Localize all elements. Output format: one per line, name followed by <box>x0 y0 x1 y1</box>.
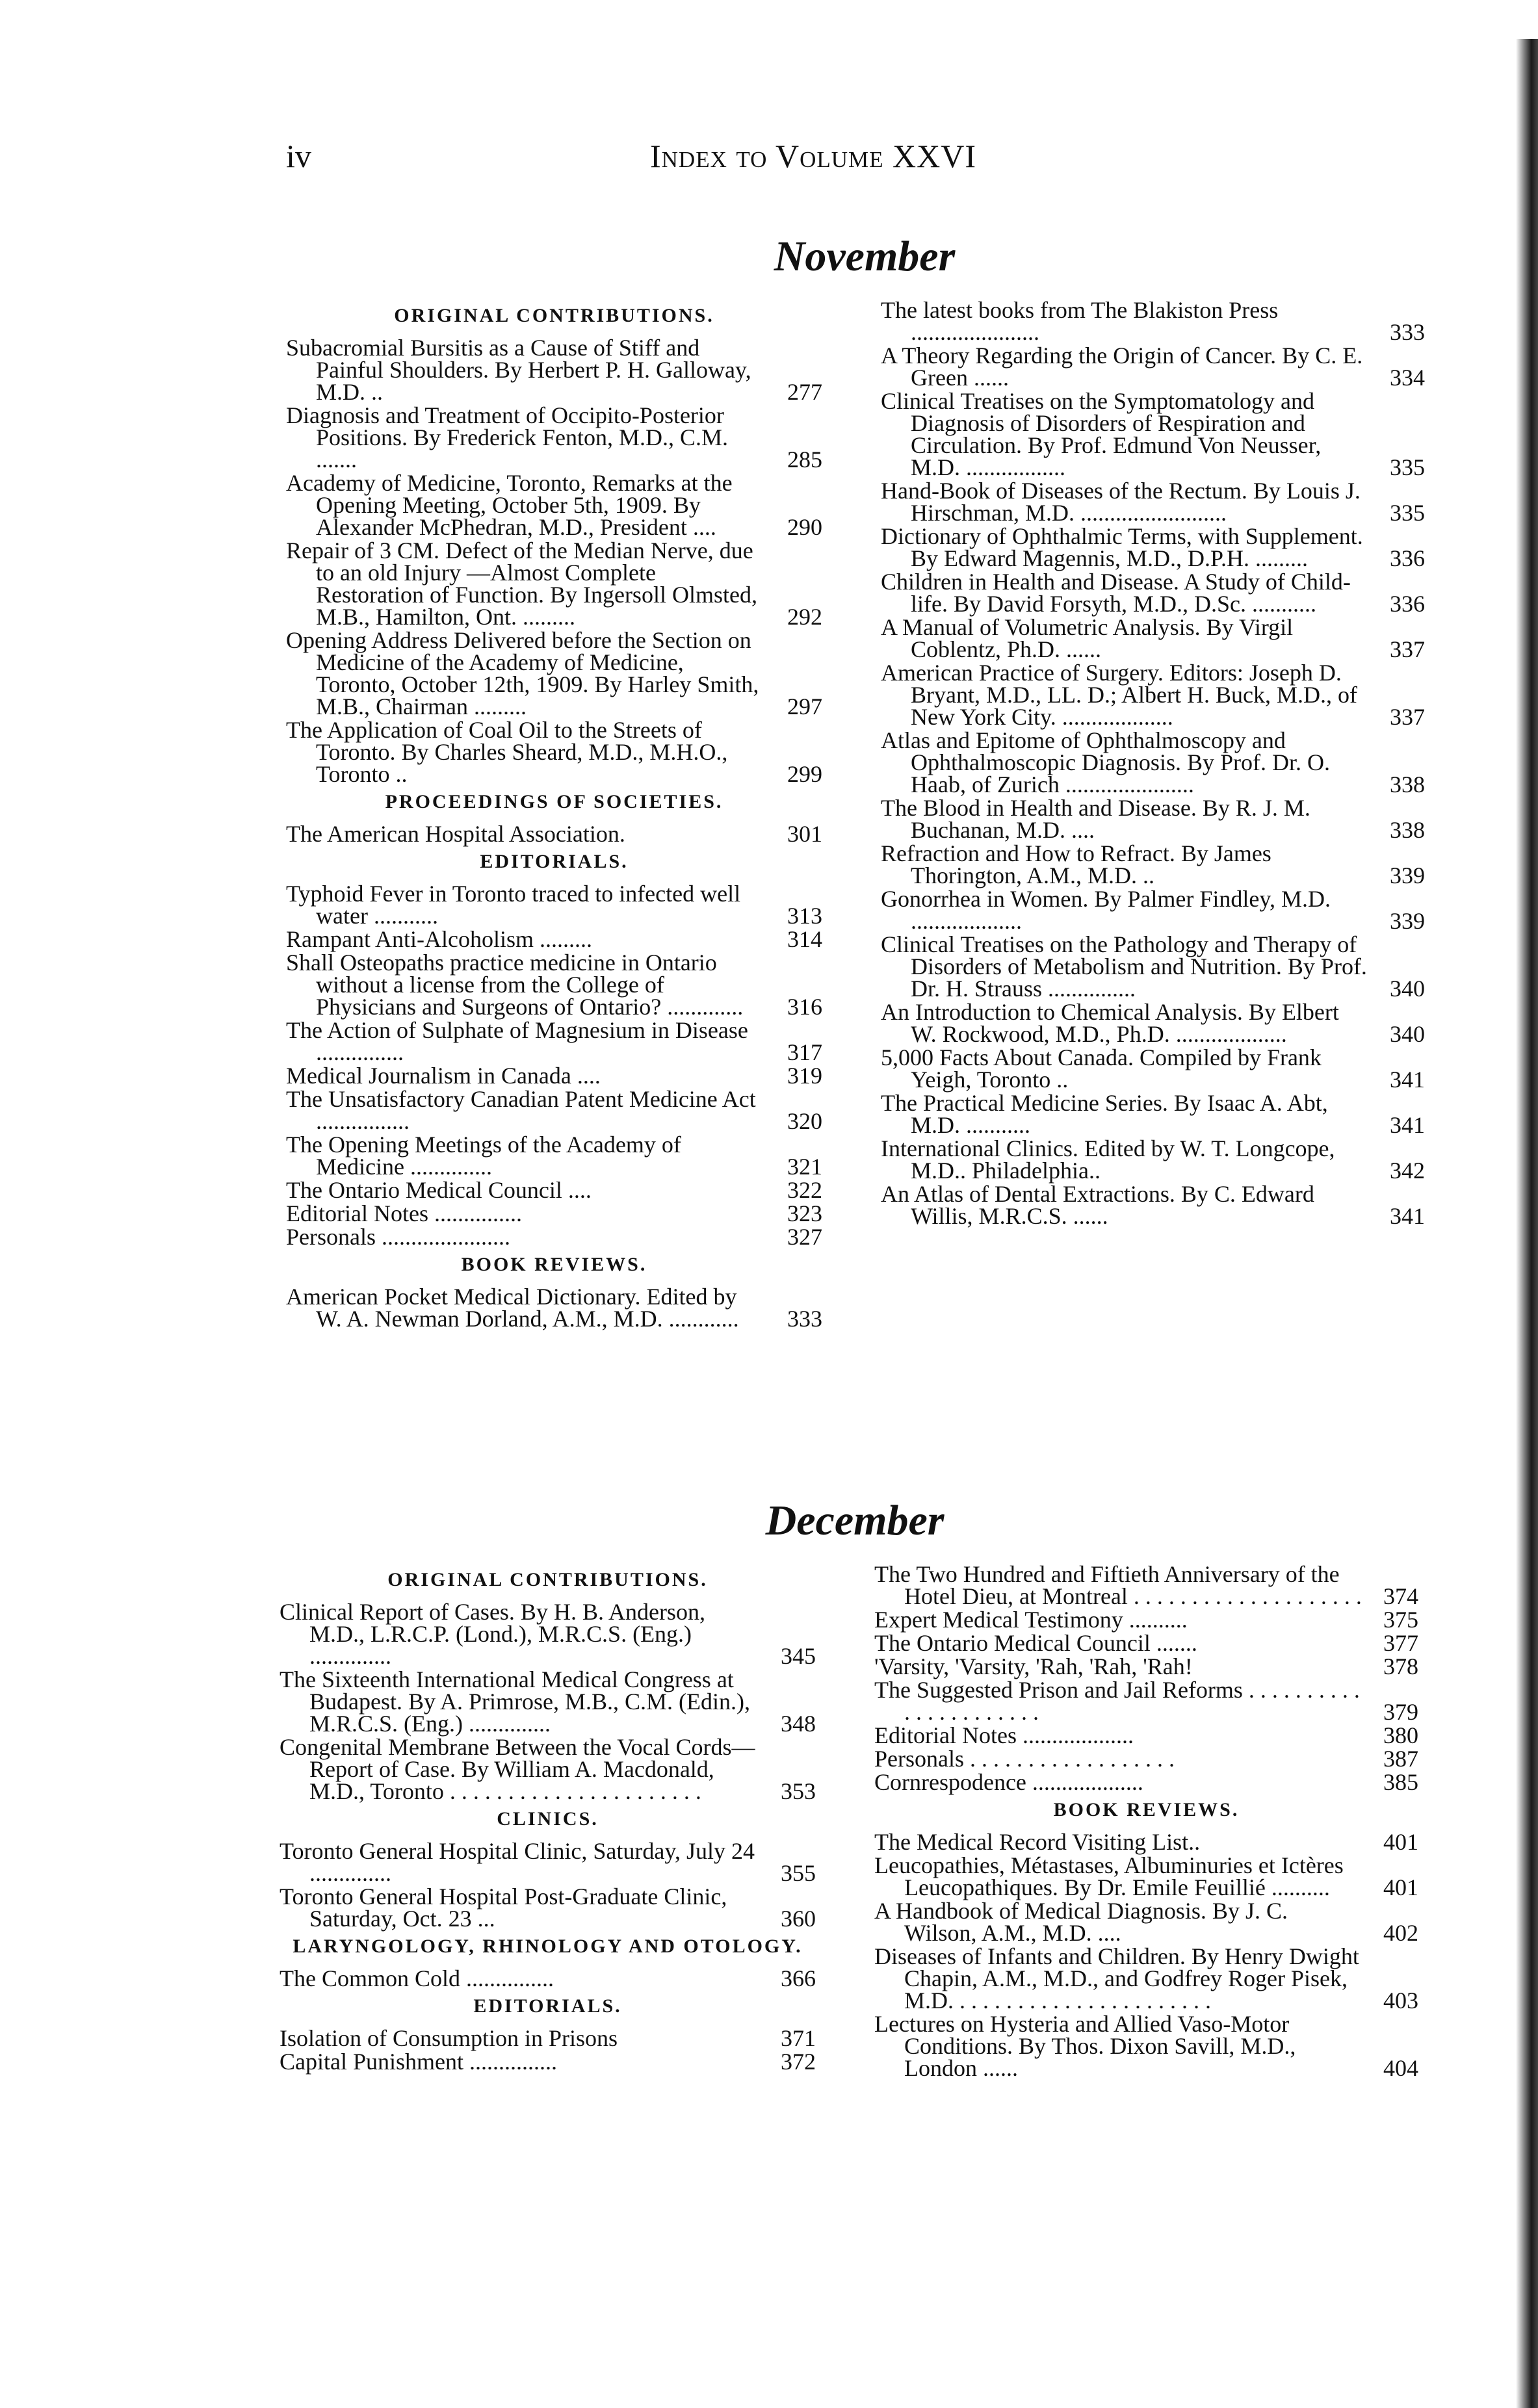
entry-page-number: 339 <box>1390 862 1425 888</box>
index-entry <box>881 1092 1425 1136</box>
entry-page-number: 379 <box>1383 1699 1418 1725</box>
december-heading: December <box>765 1497 945 1544</box>
index-entry <box>286 404 822 471</box>
index-entry <box>286 719 822 785</box>
index-entry <box>881 480 1425 524</box>
entry-title: Children in Health and Disease. A Study of Child-life. By David Forsyth, M.D., D.Sc. ........... <box>881 569 1351 617</box>
entry-title: Dictionary of Ophthalmic Terms, with Supplement. By Edward Magennis, M.D., D.P.H. ......... <box>881 523 1363 571</box>
entry-title: Capital Punishment ............... <box>280 2049 557 2075</box>
page-title: Index to Volume XXVI <box>650 138 976 174</box>
entry-page-number: 339 <box>1390 908 1425 934</box>
index-entry <box>874 2013 1418 2079</box>
entry-page-number: 377 <box>1383 1630 1418 1656</box>
index-entry <box>280 2027 816 2049</box>
index-entry <box>286 337 822 403</box>
section-heading: CLINICS. <box>497 1808 599 1830</box>
section-heading: LARYNGOLOGY, RHINOLOGY AND OTOLOGY. <box>293 1935 803 1957</box>
entry-title: Clinical Treatises on the Pathology and Therapy of Disorders of Metabolism and Nutrition. By Prof. Dr. H. Strauss ............... <box>881 931 1367 1002</box>
entry-title: The Action of Sulphate of Magnesium in Disease ............... <box>286 1017 748 1065</box>
entry-title: A Handbook of Medical Diagnosis. By J. C. Wilson, A.M., M.D. .... <box>874 1898 1288 1946</box>
entry-title: The Sixteenth International Medical Congress at Budapest. By A. Primrose, M.B., C.M. (Edin.), M.R.C.S. (Eng.) .............. <box>280 1666 751 1737</box>
section-heading: ORIGINAL CONTRIBUTIONS. <box>394 305 714 326</box>
index-entry <box>881 390 1425 478</box>
entry-title: Gonorrhea in Women. By Palmer Findley, M.D. ................... <box>881 886 1331 934</box>
index-entry <box>881 797 1425 841</box>
entry-page-number: 333 <box>787 1306 822 1332</box>
entry-page-number: 337 <box>1390 704 1425 730</box>
entry-title: Toronto General Hospital Post-Graduate Clinic, Saturday, Oct. 23 ... <box>280 1884 727 1932</box>
section-heading: BOOK REVIEWS. <box>1053 1799 1240 1820</box>
entry-title: International Clinics. Edited by W. T. Longcope, M.D.. Philadelphia.. <box>881 1135 1335 1184</box>
index-entry <box>286 539 822 628</box>
index-entry <box>280 2051 816 2073</box>
entry-title: Clinical Treatises on the Symptomatology and Diagnosis of Disorders of Respiration and Circulation. By Prof. Edmund Von Neusser, M.D. ................. <box>881 388 1322 480</box>
entry-title: Subacromial Bursitis as a Cause of Stiff and Painful Shoulders. By Herbert P. H. Galloway, M.D. .. <box>286 335 751 405</box>
entry-page-number: 341 <box>1390 1112 1425 1138</box>
entry-page-number: 340 <box>1390 1021 1425 1047</box>
entry-title: The latest books from The Blakiston Press ...................... <box>881 297 1279 345</box>
index-entry <box>874 1632 1418 1654</box>
section-heading: EDITORIALS. <box>473 1995 622 2017</box>
entry-title: The Blood in Health and Disease. By R. J. M. Buchanan, M.D. .... <box>881 795 1310 843</box>
entry-page-number: 337 <box>1390 636 1425 662</box>
entry-title: The Practical Medicine Series. By Isaac A. Abt, M.D. ........... <box>881 1090 1328 1138</box>
entry-page-number: 371 <box>781 2025 816 2051</box>
index-entry <box>881 888 1425 932</box>
index-entry <box>286 1202 822 1224</box>
entry-title: Isolation of Consumption in Prisons <box>280 2025 618 2051</box>
index-entry <box>874 1748 1418 1770</box>
index-entry <box>874 1771 1418 1793</box>
index-entry <box>874 1724 1418 1746</box>
entry-page-number: 366 <box>781 1965 816 1991</box>
index-entry <box>286 1133 822 1178</box>
index-entry <box>286 1286 822 1330</box>
entry-title: Diseases of Infants and Children. By Henry Dwight Chapin, A.M., M.D., and Godfrey Roger Pisek, M.D. . . . . . . . . . . . . . . . . . . . . . . <box>874 1943 1359 2013</box>
entry-title: Clinical Report of Cases. By H. B. Anderson, M.D., L.R.C.P. (Lond.), M.R.C.S. (Eng.) .............. <box>280 1599 705 1669</box>
entry-page-number: 338 <box>1390 817 1425 843</box>
index-entry <box>881 662 1425 728</box>
index-entry <box>280 1601 816 1667</box>
section-heading: EDITORIALS. <box>480 851 629 872</box>
index-entry <box>881 344 1425 389</box>
index-entry <box>286 823 822 845</box>
entry-page-number: 327 <box>787 1224 822 1250</box>
entry-title: Atlas and Epitome of Ophthalmoscopy and Ophthalmoscopic Diagnosis. By Prof. Dr. O. Haab, of Zurich ...................... <box>881 727 1330 797</box>
entry-title: Editorial Notes ............... <box>286 1200 522 1226</box>
entry-title: A Theory Regarding the Origin of Cancer. By C. E. Green ...... <box>881 343 1363 391</box>
entry-page-number: 380 <box>1383 1722 1418 1748</box>
entry-title: The Medical Record Visiting List.. <box>874 1829 1201 1855</box>
index-entry <box>280 1840 816 1884</box>
index-entry <box>286 928 822 950</box>
entry-page-number: 374 <box>1383 1583 1418 1609</box>
index-entry <box>286 1065 822 1087</box>
index-entry <box>881 571 1425 615</box>
entry-title: Rampant Anti-Alcoholism ......... <box>286 926 592 952</box>
section-heading: PROCEEDINGS OF SOCIETIES. <box>385 791 723 812</box>
entry-title: 5,000 Facts About Canada. Compiled by Frank Yeigh, Toronto .. <box>881 1044 1322 1093</box>
index-entry <box>280 1967 816 1989</box>
entry-title: Expert Medical Testimony .......... <box>874 1607 1188 1633</box>
index-entry <box>874 1831 1418 1853</box>
entry-title: American Pocket Medical Dictionary. Edited by W. A. Newman Dorland, A.M., M.D. ............ <box>286 1284 739 1332</box>
entry-title: The Ontario Medical Council .... <box>286 1177 592 1203</box>
entry-page-number: 336 <box>1390 591 1425 617</box>
entry-title: Personals . . . . . . . . . . . . . . . . . . <box>874 1746 1175 1772</box>
index-entry <box>874 1945 1418 2012</box>
index-entry <box>881 842 1425 887</box>
index-entry <box>881 1137 1425 1182</box>
entry-page-number: 299 <box>787 761 822 787</box>
index-entry <box>280 1668 816 1735</box>
entry-page-number: 319 <box>787 1063 822 1089</box>
index-entry <box>280 1885 816 1930</box>
entry-page-number: 323 <box>787 1200 822 1226</box>
index-entry <box>286 1226 822 1248</box>
index-entry <box>874 1609 1418 1631</box>
entry-title: The Suggested Prison and Jail Reforms . . . . . . . . . . . . . . . . . . . . . . <box>874 1677 1360 1725</box>
entry-page-number: 385 <box>1383 1769 1418 1795</box>
november-left-column <box>286 299 822 1331</box>
entry-page-number: 314 <box>787 926 822 952</box>
entry-title: The Common Cold ............... <box>280 1965 554 1991</box>
entry-title: Congenital Membrane Between the Vocal Cords—Report of Case. By William A. Macdonald, M.D., Toronto . . . . . . . . . . . . . . . . . . . . . . <box>280 1734 755 1804</box>
entry-page-number: 402 <box>1383 1920 1418 1946</box>
entry-title: The Application of Coal Oil to the Streets of Toronto. By Charles Sheard, M.D., M.H.O., Toronto .. <box>286 717 728 787</box>
entry-page-number: 338 <box>1390 771 1425 797</box>
entry-page-number: 353 <box>781 1778 816 1804</box>
index-entry <box>874 1679 1418 1723</box>
index-entry <box>286 1019 822 1063</box>
index-entry <box>874 1563 1418 1607</box>
entry-title: An Atlas of Dental Extractions. By C. Edward Willis, M.R.C.S. ...... <box>881 1181 1314 1229</box>
index-entry <box>881 1183 1425 1227</box>
entry-page-number: 277 <box>787 379 822 405</box>
entry-title: Toronto General Hospital Clinic, Saturday, July 24 .............. <box>280 1838 755 1886</box>
running-head <box>286 136 1066 175</box>
november-heading: November <box>774 233 956 280</box>
entry-title: Typhoid Fever in Toronto traced to infected well water ........... <box>286 881 741 929</box>
entry-page-number: 292 <box>787 604 822 630</box>
entry-page-number: 404 <box>1383 2055 1418 2081</box>
entry-title: Academy of Medicine, Toronto, Remarks at the Opening Meeting, October 5th, 1909. By Alexander McPhedran, M.D., President .... <box>286 470 733 540</box>
entry-title: The Two Hundred and Fiftieth Anniversary of the Hotel Dieu, at Montreal . . . . . . . . . . . . . . . . . . . . <box>874 1561 1362 1609</box>
index-entry <box>286 629 822 718</box>
entry-page-number: 336 <box>1390 545 1425 571</box>
entry-page-number: 372 <box>781 2049 816 2075</box>
entry-page-number: 378 <box>1383 1653 1418 1679</box>
entry-page-number: 321 <box>787 1154 822 1180</box>
entry-title: Opening Address Delivered before the Section on Medicine of the Academy of Medicine, Toronto, October 12th, 1909. By Harley Smith, M.B., Chairman ......... <box>286 627 759 719</box>
entry-page-number: 401 <box>1383 1829 1418 1855</box>
entry-page-number: 334 <box>1390 365 1425 391</box>
index-entry <box>874 1900 1418 1944</box>
index-entry <box>881 299 1425 343</box>
scan-edge-shadow <box>1516 39 1538 2408</box>
entry-title: Diagnosis and Treatment of Occipito-Posterior Positions. By Frederick Fenton, M.D., C.M. ....... <box>286 402 729 473</box>
entry-page-number: 285 <box>787 447 822 473</box>
index-entry <box>286 1179 822 1201</box>
entry-page-number: 345 <box>781 1643 816 1669</box>
entry-page-number: 335 <box>1390 454 1425 480</box>
index-entry <box>286 1088 822 1132</box>
index-entry <box>286 472 822 538</box>
section-heading: BOOK REVIEWS. <box>461 1254 647 1275</box>
entry-title: An Introduction to Chemical Analysis. By Elbert W. Rockwood, M.D., Ph.D. ................... <box>881 999 1339 1047</box>
november-right-column <box>881 299 1425 1228</box>
entry-title: Repair of 3 CM. Defect of the Median Nerve, due to an old Injury —Almost Complete Restoration of Function. By Ingersoll Olmsted, M.B., Hamilton, Ont. ......... <box>286 537 757 630</box>
entry-page-number: 340 <box>1390 976 1425 1002</box>
entry-page-number: 313 <box>787 903 822 929</box>
entry-page-number: 317 <box>787 1039 822 1065</box>
entry-page-number: 335 <box>1390 500 1425 526</box>
entry-title: Hand-Book of Diseases of the Rectum. By Louis J. Hirschman, M.D. ......................... <box>881 478 1361 526</box>
entry-page-number: 341 <box>1390 1067 1425 1093</box>
index-entry <box>881 525 1425 569</box>
entry-title: Lectures on Hysteria and Allied Vaso-Motor Conditions. By Thos. Dixon Savill, M.D., London ...... <box>874 2011 1296 2081</box>
entry-title: Shall Osteopaths practice medicine in Ontario without a license from the College of Physicians and Surgeons of Ontario? ............. <box>286 950 744 1020</box>
entry-page-number: 403 <box>1383 1987 1418 2013</box>
entry-page-number: 355 <box>781 1860 816 1886</box>
entry-title: 'Varsity, 'Varsity, 'Rah, 'Rah, 'Rah! <box>874 1653 1193 1679</box>
entry-title: Leucopathies, Métastases, Albuminuries et Ictères Leucopathiques. By Dr. Emile Feuillié .......... <box>874 1852 1344 1900</box>
section-heading: ORIGINAL CONTRIBUTIONS. <box>387 1569 708 1590</box>
entry-title: Refraction and How to Refract. By James Thorington, A.M., M.D. .. <box>881 840 1271 888</box>
entry-page-number: 320 <box>787 1108 822 1134</box>
entry-page-number: 348 <box>781 1711 816 1737</box>
page-folio: iv <box>286 138 311 174</box>
index-entry <box>881 1046 1425 1091</box>
entry-title: American Practice of Surgery. Editors: Joseph D. Bryant, M.D., LL. D.; Albert H. Buck, M.D., of New York City. ................... <box>881 660 1357 730</box>
entry-page-number: 401 <box>1383 1874 1418 1900</box>
entry-title: Personals ...................... <box>286 1224 510 1250</box>
index-entry <box>881 933 1425 1000</box>
entry-title: The Ontario Medical Council ....... <box>874 1630 1197 1656</box>
entry-page-number: 375 <box>1383 1607 1418 1633</box>
index-entry <box>286 883 822 927</box>
index-entry <box>881 616 1425 660</box>
december-left-column <box>280 1563 816 2074</box>
entry-title: A Manual of Volumetric Analysis. By Virgil Coblentz, Ph.D. ...... <box>881 614 1294 662</box>
index-entry <box>280 1736 816 1802</box>
index-entry <box>881 729 1425 796</box>
entry-page-number: 322 <box>787 1177 822 1203</box>
entry-page-number: 333 <box>1390 319 1425 345</box>
index-entry <box>286 952 822 1018</box>
december-right-column <box>874 1563 1418 2080</box>
index-entry <box>881 1001 1425 1045</box>
entry-page-number: 297 <box>787 693 822 719</box>
index-entry <box>874 1854 1418 1898</box>
entry-page-number: 316 <box>787 994 822 1020</box>
entry-title: The Opening Meetings of the Academy of Medicine .............. <box>286 1132 681 1180</box>
entry-page-number: 342 <box>1390 1158 1425 1184</box>
entry-page-number: 360 <box>781 1906 816 1932</box>
entry-page-number: 290 <box>787 514 822 540</box>
entry-title: The Unsatisfactory Canadian Patent Medicine Act ................ <box>286 1086 756 1134</box>
entry-page-number: 341 <box>1390 1203 1425 1229</box>
entry-title: Editorial Notes ................... <box>874 1722 1134 1748</box>
entry-page-number: 301 <box>787 821 822 847</box>
index-entry <box>874 1655 1418 1677</box>
entry-title: The American Hospital Association. <box>286 821 625 847</box>
entry-title: Cornrespodence ................... <box>874 1769 1143 1795</box>
entry-title: Medical Journalism in Canada .... <box>286 1063 601 1089</box>
entry-page-number: 387 <box>1383 1746 1418 1772</box>
